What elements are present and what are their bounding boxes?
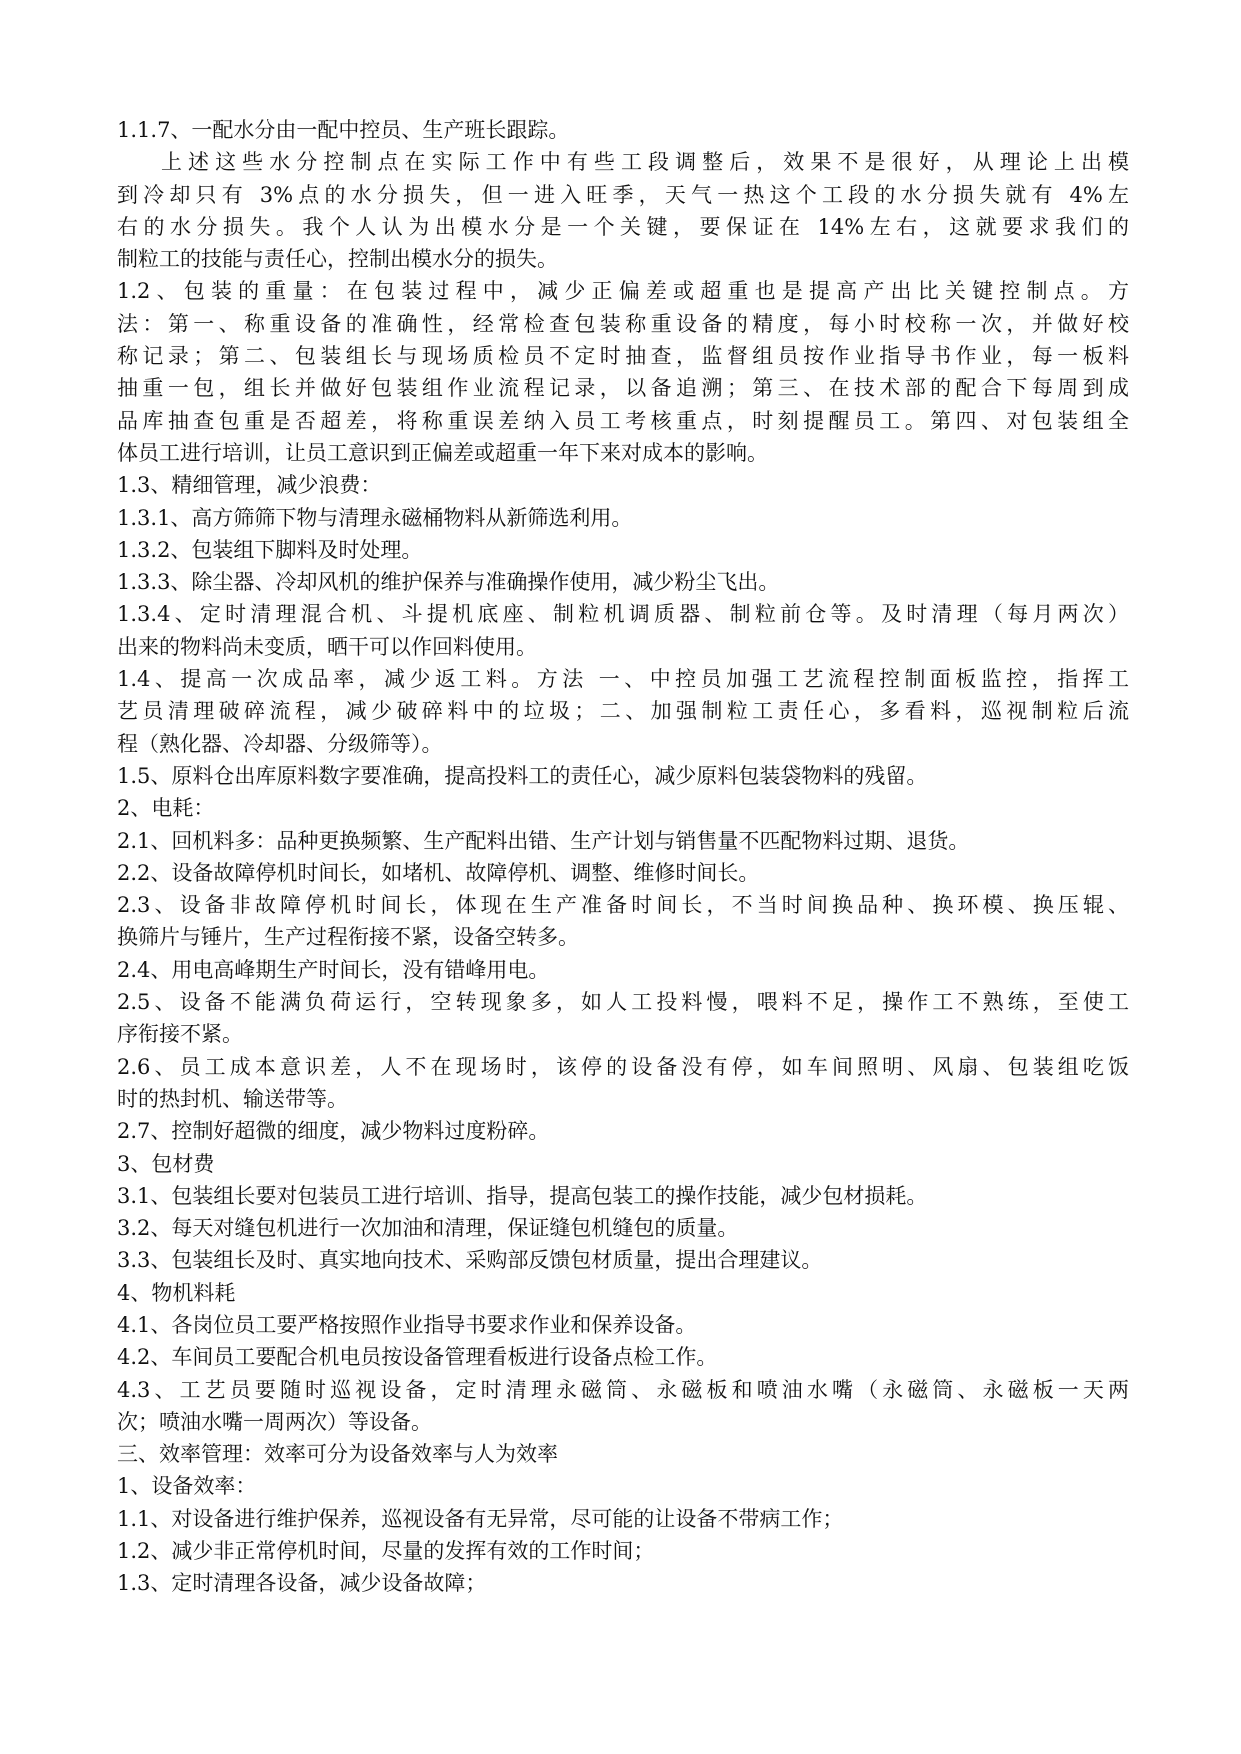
- text-line: 2.5、设备不能满负荷运行，空转现象多，如人工投料慢，喂料不足，操作工不熟练，至使工: [117, 990, 1129, 1015]
- text-line: 称记录；第二、包装组长与现场质检员不定时抽查，监督组员按作业指导书作业，每一板料: [117, 344, 1129, 369]
- text-line: 1.3.1、高方筛筛下物与清理永磁桶物料从新筛选利用。: [117, 505, 633, 530]
- text-line: 换筛片与锤片，生产过程衔接不紧，设备空转多。: [117, 925, 579, 950]
- text-line: 2.4、用电高峰期生产时间长，没有错峰用电。: [117, 957, 550, 982]
- text-line: 2.7、控制好超微的细度，减少物料过度粉碎。: [117, 1119, 550, 1144]
- text-line: 到冷却只有 3%点的水分损失，但一进入旺季，天气一热这个工段的水分损失就有 4%左: [117, 182, 1129, 207]
- text-line: 1.3、精细管理，减少浪费：: [117, 473, 382, 498]
- text-line: 时的热封机、输送带等。: [117, 1086, 348, 1111]
- document-page: [117, 114, 1129, 1600]
- text-line: 1.2、减少非正常停机时间，尽量的发挥有效的工作时间；: [117, 1539, 655, 1564]
- text-line: 1.3.2、包装组下脚料及时处理。: [117, 537, 423, 562]
- text-line: 3、包材费: [117, 1151, 215, 1176]
- text-line: 1.4、提高一次成品率，减少返工料。方法 一、中控员加强工艺流程控制面板监控，指挥工: [117, 667, 1129, 692]
- text-line: 4.3、工艺员要随时巡视设备，定时清理永磁筒、永磁板和喷油水嘴（永磁筒、永磁板一天两: [117, 1377, 1129, 1402]
- text-line: 抽重一包，组长并做好包装组作业流程记录，以备追溯；第三、在技术部的配合下每周到成: [117, 376, 1129, 401]
- text-line: 1.3.3、除尘器、冷却风机的维护保养与准确操作使用，减少粉尘飞出。: [117, 570, 780, 595]
- text-line: 3.1、包装组长要对包装员工进行培训、指导，提高包装工的操作技能，减少包材损耗。: [117, 1183, 928, 1208]
- text-line: 4、物机料耗: [117, 1280, 236, 1305]
- text-line: 2.1、回机料多：品种更换频繁、生产配料出错、生产计划与销售量不匹配物料过期、退货。: [117, 828, 970, 853]
- text-line: 三、效率管理：效率可分为设备效率与人为效率: [117, 1442, 558, 1467]
- text-line: 2.6、员工成本意识差，人不在现场时，该停的设备没有停，如车间照明、风扇、包装组吃饭: [117, 1054, 1129, 1079]
- text-line: 出来的物料尚未变质，晒干可以作回料使用。: [117, 634, 537, 659]
- text-line: 序衔接不紧。: [117, 1022, 243, 1047]
- text-line: 法：第一、称重设备的准确性，经常检查包装称重设备的精度，每小时校称一次，并做好校: [117, 311, 1129, 336]
- text-line: 体员工进行培训，让员工意识到正偏差或超重一年下来对成本的影响。: [117, 440, 768, 465]
- text-line: 4.1、各岗位员工要严格按照作业指导书要求作业和保养设备。: [117, 1312, 697, 1337]
- text-line: 品库抽查包重是否超差，将称重误差纳入员工考核重点，时刻提醒员工。第四、对包装组全: [117, 408, 1129, 433]
- text-line: 2.2、设备故障停机时间长，如堵机、故障停机、调整、维修时间长。: [117, 860, 760, 885]
- text-line: 1、设备效率：: [117, 1474, 257, 1499]
- text-line: 制粒工的技能与责任心，控制出模水分的损失。: [117, 247, 558, 272]
- text-line: 1.1.7、一配水分由一配中控员、生产班长跟踪。: [117, 118, 570, 142]
- text-line: 艺员清理破碎流程，减少破碎料中的垃圾；二、加强制粒工责任心，多看料，巡视制粒后流: [117, 699, 1129, 724]
- text-line: 1.3、定时清理各设备，减少设备故障；: [117, 1571, 487, 1596]
- text-line: 2.3、设备非故障停机时间长，体现在生产准备时间长，不当时间换品种、换环模、换压辊、: [117, 893, 1129, 918]
- text-line: 1.2、包装的重量：在包装过程中，减少正偏差或超重也是提高产出比关键控制点。方: [117, 279, 1129, 304]
- text-line: 4.2、车间员工要配合机电员按设备管理看板进行设备点检工作。: [117, 1345, 718, 1370]
- text-line: 3.2、每天对缝包机进行一次加油和清理，保证缝包机缝包的质量。: [117, 1216, 739, 1241]
- text-line: 程（熟化器、冷却器、分级筛等）。: [117, 731, 443, 756]
- text-line: 1.5、原料仓出库原料数字要准确，提高投料工的责任心，减少原料包装袋物料的残留。: [117, 763, 928, 788]
- text-line: 次；喷油水嘴一周两次）等设备。: [117, 1409, 432, 1434]
- text-line: 上述这些水分控制点在实际工作中有些工段调整后，效果不是很好，从理论上出模: [161, 150, 1129, 175]
- text-line: 1.1、对设备进行维护保养，巡视设备有无异常，尽可能的让设备不带病工作；: [117, 1506, 844, 1531]
- text-line: 右的水分损失。我个人认为出模水分是一个关键，要保证在 14%左右，这就要求我们的: [117, 214, 1129, 239]
- text-line: 1.3.4、定时清理混合机、斗提机底座、制粒机调质器、制粒前仓等。及时清理（每月两次）: [117, 602, 1129, 627]
- text-line: 2、电耗：: [117, 796, 215, 821]
- text-line: 3.3、包装组长及时、真实地向技术、采购部反馈包材质量，提出合理建议。: [117, 1248, 823, 1273]
